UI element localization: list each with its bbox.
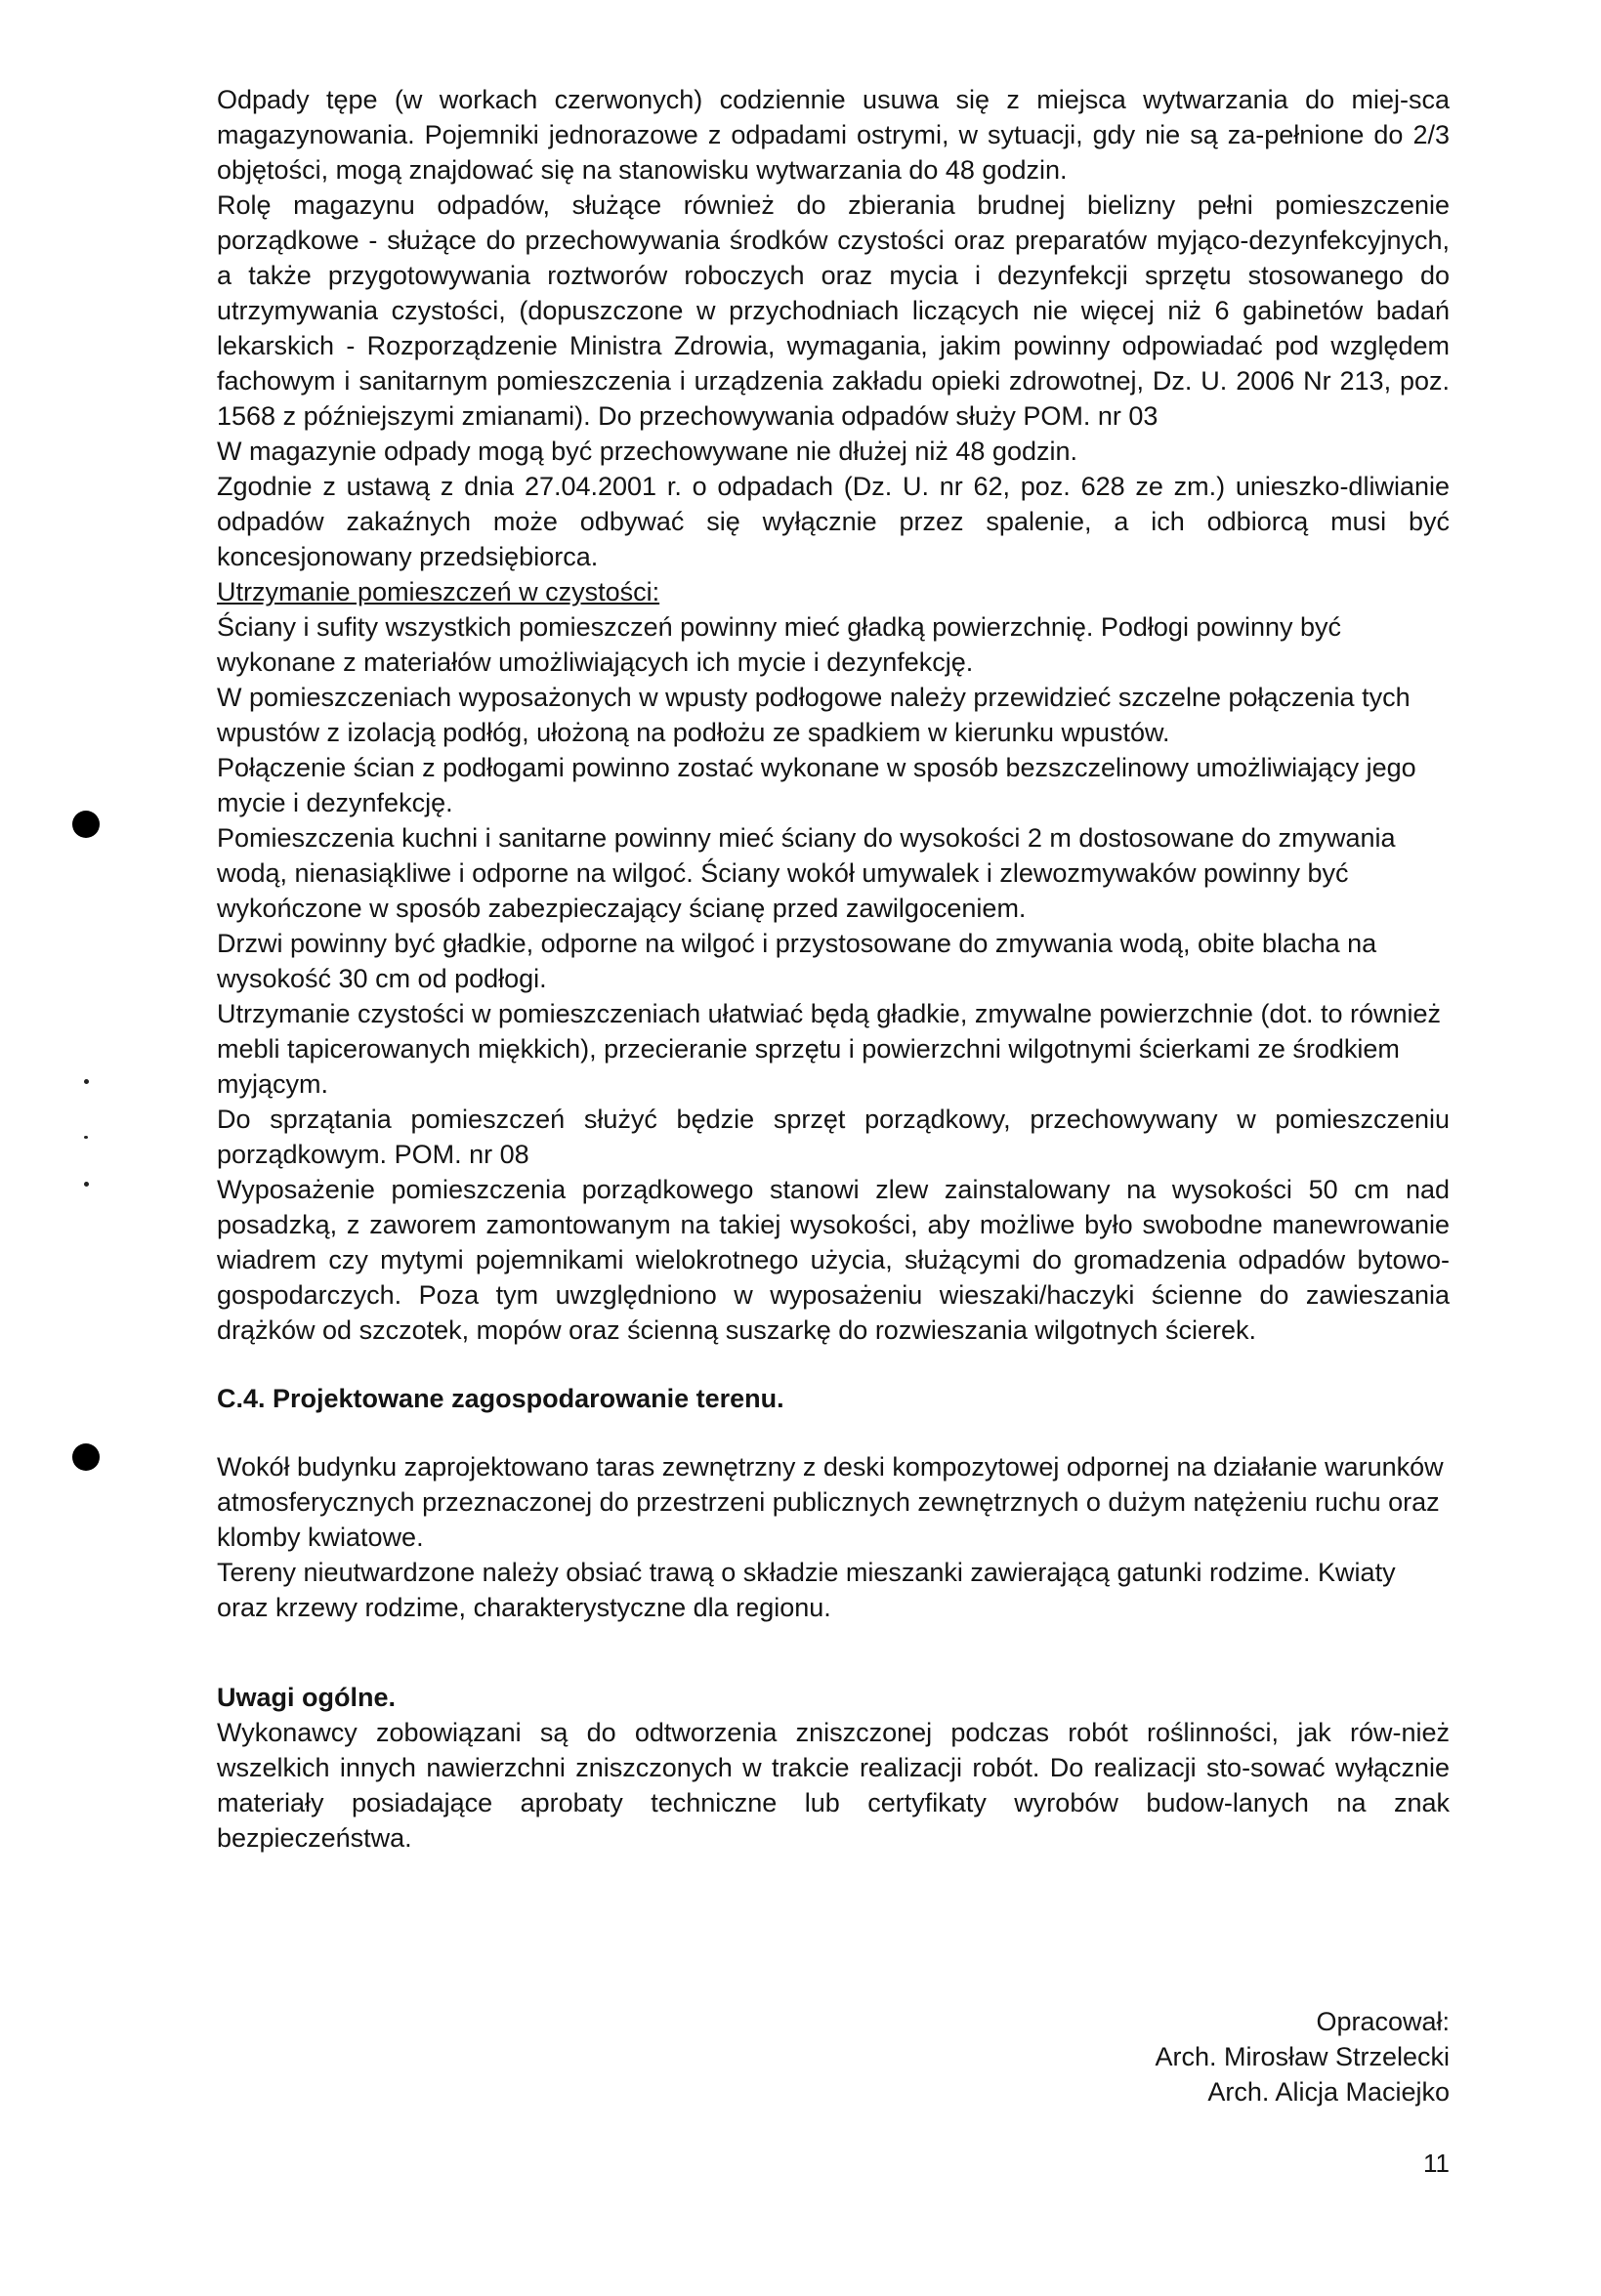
waste-paragraph-4: Zgodnie z ustawą z dnia 27.04.2001 r. o odpadach (Dz. U. nr 62, poz. 628 ze zm.) unieszko-dliwianie odpadów zakaźnych może odbywać się wyłącznie przez spalenie, a ich odbiorcą musi być koncesjonowany przedsiębiorca. bbox=[217, 472, 1450, 571]
cleaning-subheading: Utrzymanie pomieszczeń w czystości: bbox=[217, 577, 660, 606]
cleaning-paragraph-2: W pomieszczeniach wyposażonych w wpusty podłogowe należy przewidzieć szczelne połączenia tych wpustów z izolacją podłóg, ułożoną na podłożu ze spadkiem w kierunku wpustów. bbox=[217, 683, 1411, 747]
signature-label: Opracował: bbox=[1316, 2007, 1450, 2036]
scan-speck bbox=[84, 1136, 88, 1139]
signature-author-2: Arch. Alicja Maciejko bbox=[1207, 2077, 1450, 2107]
general-notes-text: Wykonawcy zobowiązani są do odtworzenia zniszczonej podczas robót roślinności, jak rów-nież wszelkich innych nawierzchni zniszczonych w trakcie realizacji robót. Do realizacji sto-sować wyłącznie materiały posiadające aprobaty techniczne lub certyfikaty wyrobów budow-lanych na znak bezpieczeństwa. bbox=[217, 1718, 1450, 1853]
cleaning-paragraph-7: Do sprzątania pomieszczeń służyć będzie sprzęt porządkowy, przechowywany w pomieszczeniu porządkowym. POM. nr 08 bbox=[217, 1105, 1450, 1169]
waste-paragraph-1: Odpady tępe (w workach czerwonych) codziennie usuwa się z miejsca wytwarzania do miej-sca magazynowania. Pojemniki jednorazowe z odpadami ostrymi, w sytuacji, gdy nie są za-pełnione do 2/3 objętości, mogą znajdować się na stanowisku wytwarzania do 48 godzin. bbox=[217, 85, 1450, 185]
signature-author-1: Arch. Mirosław Strzelecki bbox=[1155, 2042, 1450, 2071]
section-c4-paragraph-2: Tereny nieutwardzone należy obsiać trawą o składzie mieszanki zawierającą gatunki rodzime. Kwiaty oraz krzewy rodzime, charakterystyczne dla regionu. bbox=[217, 1558, 1396, 1622]
section-c4-title: C.4. Projektowane zagospodarowanie terenu. bbox=[217, 1384, 784, 1413]
cleaning-paragraph-4: Pomieszczenia kuchni i sanitarne powinny mieć ściany do wysokości 2 m dostosowane do zmywania wodą, nienasiąkliwe i odporne na wilgoć. Ściany wokół umywalek i zlewozmywaków powinny być wykończone w sposób zabezpieczający ścianę przed zawilgoceniem. bbox=[217, 823, 1396, 923]
document-page bbox=[217, 82, 1450, 1856]
section-c4-paragraph-1: Wokół budynku zaprojektowano taras zewnętrzny z deski kompozytowej odpornej na działanie warunków atmosferycznych przeznaczonej do przestrzeni publicznych zewnętrznych o dużym natężeniu ruchu oraz klomby kwiatowe. bbox=[217, 1452, 1444, 1552]
page-number: 11 bbox=[1423, 2149, 1450, 2178]
signature-block bbox=[1155, 2004, 1450, 2109]
cleaning-paragraph-3: Połączenie ścian z podłogami powinno zostać wykonane w sposób bezszczelinowy umożliwiający jego mycie i dezynfekcję. bbox=[217, 753, 1416, 817]
punch-hole-top bbox=[72, 811, 100, 838]
cleaning-paragraph-5: Drzwi powinny być gładkie, odporne na wilgoć i przystosowane do zmywania wodą, obite blacha na wysokość 30 cm od podłogi. bbox=[217, 929, 1377, 993]
cleaning-paragraph-1: Ściany i sufity wszystkich pomieszczeń powinny mieć gładką powierzchnię. Podłogi powinny być wykonane z materiałów umożliwiających ich mycie i dezynfekcję. bbox=[217, 612, 1342, 677]
scan-speck bbox=[84, 1079, 89, 1084]
waste-paragraph-3: W magazynie odpady mogą być przechowywane nie dłużej niż 48 godzin. bbox=[217, 437, 1077, 466]
punch-hole-bottom bbox=[72, 1443, 100, 1471]
cleaning-paragraph-6: Utrzymanie czystości w pomieszczeniach ułatwiać będą gładkie, zmywalne powierzchnie (dot. to również mebli tapicerowanych miękkich), przecieranie sprzętu i powierzchni wilgotnymi ścierkami ze środkiem myjącym. bbox=[217, 999, 1442, 1099]
cleaning-paragraph-8: Wyposażenie pomieszczenia porządkowego stanowi zlew zainstalowany na wysokości 50 cm nad posadzką, z zaworem zamontowanym na takiej wysokości, aby możliwe było swobodne manewrowanie wiadrem czy mytymi pojemnikami wielokrotnego użycia, służącymi do gromadzenia odpadów bytowo-gospodarczych. Poza tym uwzględniono w wyposażeniu wieszaki/haczyki ścienne do zawieszania drążków od szczotek, mopów oraz ścienną suszarkę do rozwieszania wilgotnych ścierek. bbox=[217, 1175, 1450, 1345]
scan-speck bbox=[84, 1182, 89, 1187]
waste-paragraph-2: Rolę magazynu odpadów, służące również do zbierania brudnej bielizny pełni pomieszczenie porządkowe - służące do przechowywania środków czystości oraz preparatów myjąco-dezynfekcyjnych, a także przygotowywania roztworów roboczych oraz mycia i dezynfekcji sprzętu stosowanego do utrzymywania czystości, (dopuszczone w przychodniach liczących nie więcej niż 6 gabinetów badań lekarskich - Rozporządzenie Ministra Zdrowia, wymagania, jakim powinny odpowiadać pod względem fachowym i sanitarnym pomieszczenia i urządzenia zakładu opieki zdrowotnej, Dz. U. 2006 Nr 213, poz. 1568 z późniejszymi zmianami). Do przechowywania odpadów służy POM. nr 03 bbox=[217, 190, 1450, 431]
general-notes-title: Uwagi ogólne. bbox=[217, 1683, 397, 1712]
